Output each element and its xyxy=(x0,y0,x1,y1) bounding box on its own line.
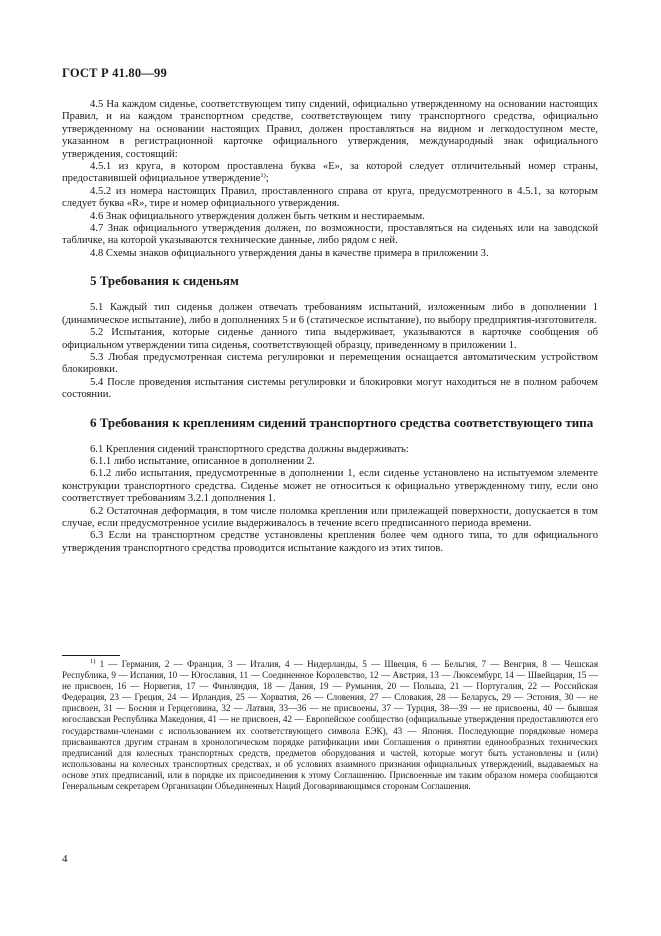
spacer xyxy=(62,260,598,273)
paragraph-4-5-1 xyxy=(62,161,598,186)
spacer xyxy=(62,289,598,302)
paragraph-6-1-2: 6.1.2 либо испытания, предусмотренные в дополнении 1, если сиденье установлено на испытуемом элементе конструкции транспортного средства. Сиденье может не относиться к официально утвержденному типу, если оно соответствует требованиям 3.2.1 дополнения 1. xyxy=(62,468,598,505)
paragraph-4-5: 4.5 На каждом сиденье, соответствующем типу сидений, официально утвержденному на основании настоящих Правил, и на каждом транспортном средстве, соответствующем типу транспортного средства, официально утвержденному на основании настоящих Правил, должен проставляться на видном и легкодоступном месте, указанном в регистрационной карточке официального утверждения, международный знак официального утверждения, состоящий: xyxy=(62,99,598,160)
paragraph-4-5-1-text: 4.5.1 из круга, в котором проставлена буква «E», за которой следует отличительный номер страны, предоставившей официальное утверждение xyxy=(62,161,598,185)
footnote xyxy=(62,659,598,792)
paragraph-5-1: 5.1 Каждый тип сиденья должен отвечать требованиям испытаний, изложенным либо в дополнении 1 (динамическое испытание), либо в дополнениях 5 и 6 (статическое испытание), по выбору предприятия-изготовителя. xyxy=(62,302,598,326)
footnote-text xyxy=(62,659,598,792)
paragraph-5-3: 5.3 Любая предусмотренная система регулировки и перемещения оснащается автоматическим устройством блокировки. xyxy=(62,351,598,376)
paragraph-6-1-1: 6.1.1 либо испытание, описанное в дополнении 2. xyxy=(90,455,315,467)
footnote-ref: 1) xyxy=(260,172,266,180)
paragraph-4-5-1-end: ; xyxy=(265,173,269,185)
spacer xyxy=(62,431,598,444)
paragraph-6-3: 6.3 Если на транспортном средстве установлены крепления более чем одного типа, то для официального утверждения транспортного средства проводится испытание каждого из этих типов. xyxy=(62,530,598,554)
document-header: ГОСТ Р 41.80—99 xyxy=(62,66,167,80)
paragraph-4-5-2: 4.5.2 из номера настоящих Правил, проставленного справа от круга, предусмотренного в 4.5.1, за которым следует буква «R», тире и номер официального утверждения. xyxy=(62,185,598,210)
paragraph-4-8: 4.8 Схемы знаков официального утверждения даны в качестве примера в приложении 3. xyxy=(90,247,489,259)
page-content xyxy=(62,99,598,555)
paragraph-5-2: 5.2 Испытания, которые сиденье данного типа выдерживает, указываются в карточке сообщения об официальном утверждении типа сиденья, соответствующей образцу, приведенному в приложении 1. xyxy=(62,327,598,351)
footnote-marker: 1) xyxy=(90,658,96,665)
page-number: 4 xyxy=(62,853,68,865)
paragraph-6-1: 6.1 Крепления сидений транспортного средства должны выдерживать: xyxy=(90,443,409,455)
spacer xyxy=(62,402,598,415)
paragraph-4-6: 4.6 Знак официального утверждения должен быть четким и нестираемым. xyxy=(90,210,425,222)
footnote-separator xyxy=(62,655,120,656)
paragraph-6-2: 6.2 Остаточная деформация, в том числе поломка крепления или прилежащей поверхности, допускается в том случае, если предусмотренное усилие выдерживалось в течение всего предписанного периода времени. xyxy=(62,505,598,529)
footnote-body: 1 — Германия, 2 — Франция, 3 — Италия, 4 — Нидерланды, 5 — Швеция, 6 — Бельгия, 7 — Венгрия, 8 — Чешская Республика, 9 — Испания, 10 — Югославия, 11 — Соединенное Королевство, 12 — Австрия, 13 — Люксембург, 14 — Швейцария, 15 — не присвоен, 16 — Норвегия, 17 — Финляндия, 18 — Дания, 19 — Румыния, 20 — Польша, 21 — Португалия, 22 — Российская Федерация, 23 — Греция, 24 — Ирландия, 25 — Хорватия, 26 — Словения, 27 — Словакия, 28 — Беларусь, 29 — Эстония, 30 — не присвоен, 31 — Босния и Герцеговина, 32 — Латвия, 33—36 — не присвоены, 37 — Турция, 38—39 — не присвоены, 40 — бывшая югославская Республика Македония, 41 — не присвоен, 42 — Европейское сообщество (официальные утверждения предоставляются его государствами-членами с использованием их соответствующего символа ЕЭК), 43 — Япония. Последующие порядковые номера присваиваются другим странам в хронологическом порядке ратификации ими Соглашения о принятии единообразных технических предписаний для колесных транспортных средств, предметов оборудования и частей, которые могут быть установлены и (или) использованы на колесных транспортных средствах, и об условиях взаимного признания официальных утверждений, выдаваемых на основе этих предписаний, или в порядке их присоединения к этому Соглашению. Присвоенные им таким образом номера сообщаются Генеральным секретарем Организации Объединенных Наций Договаривающимся сторонам Соглашения. xyxy=(62,659,598,792)
paragraph-4-7: 4.7 Знак официального утверждения должен, по возможности, проставляться на сиденьях или на заводской табличке, на которой указываются технические данные, либо рядом с ней. xyxy=(62,223,598,247)
paragraph-5-4: 5.4 После проведения испытания системы регулировки и блокировки могут находиться не в полном рабочем состоянии. xyxy=(62,376,598,401)
section-5-title: 5 Требования к сиденьям xyxy=(90,273,239,289)
section-6-title: 6 Требования к креплениям сидений транспортного средства соответствующего типа xyxy=(90,414,594,430)
